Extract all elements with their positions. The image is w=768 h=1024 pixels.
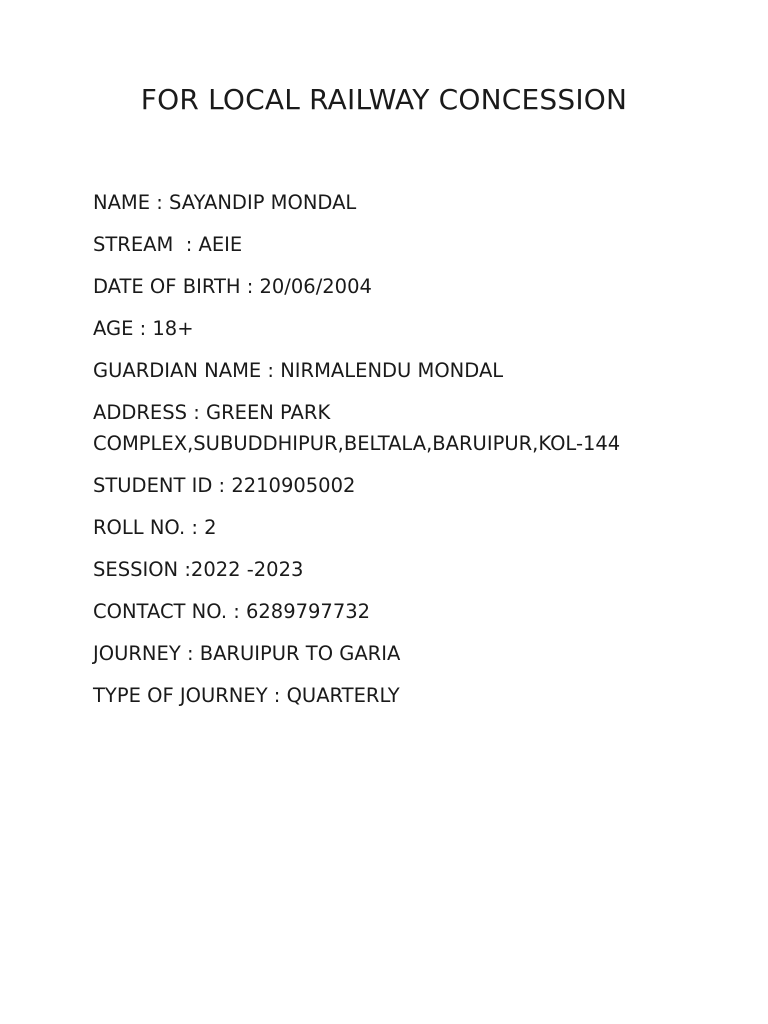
roll-no-field: ROLL NO. : 2 xyxy=(93,516,217,539)
address-field xyxy=(93,397,753,459)
guardian-field: GUARDIAN NAME : NIRMALENDU MONDAL xyxy=(93,359,504,382)
name-field: NAME : SAYANDIP MONDAL xyxy=(93,191,357,214)
details-list xyxy=(93,187,753,722)
stream-field: STREAM : AEIE xyxy=(93,233,243,256)
dob-field: DATE OF BIRTH : 20/06/2004 xyxy=(93,275,372,298)
session-field: SESSION :2022 -2023 xyxy=(93,558,304,581)
address-line-2: COMPLEX,SUBUDDHIPUR,BELTALA,BARUIPUR,KOL-144 xyxy=(93,432,621,455)
student-id-field: STUDENT ID : 2210905002 xyxy=(93,474,356,497)
journey-field: JOURNEY : BARUIPUR TO GARIA xyxy=(93,642,401,665)
address-line-1: ADDRESS : GREEN PARK xyxy=(93,401,331,424)
contact-field: CONTACT NO. : 6289797732 xyxy=(93,600,371,623)
journey-type-field: TYPE OF JOURNEY : QUARTERLY xyxy=(93,684,400,707)
age-field: AGE : 18+ xyxy=(93,317,194,340)
page-title: FOR LOCAL RAILWAY CONCESSION xyxy=(140,83,628,116)
